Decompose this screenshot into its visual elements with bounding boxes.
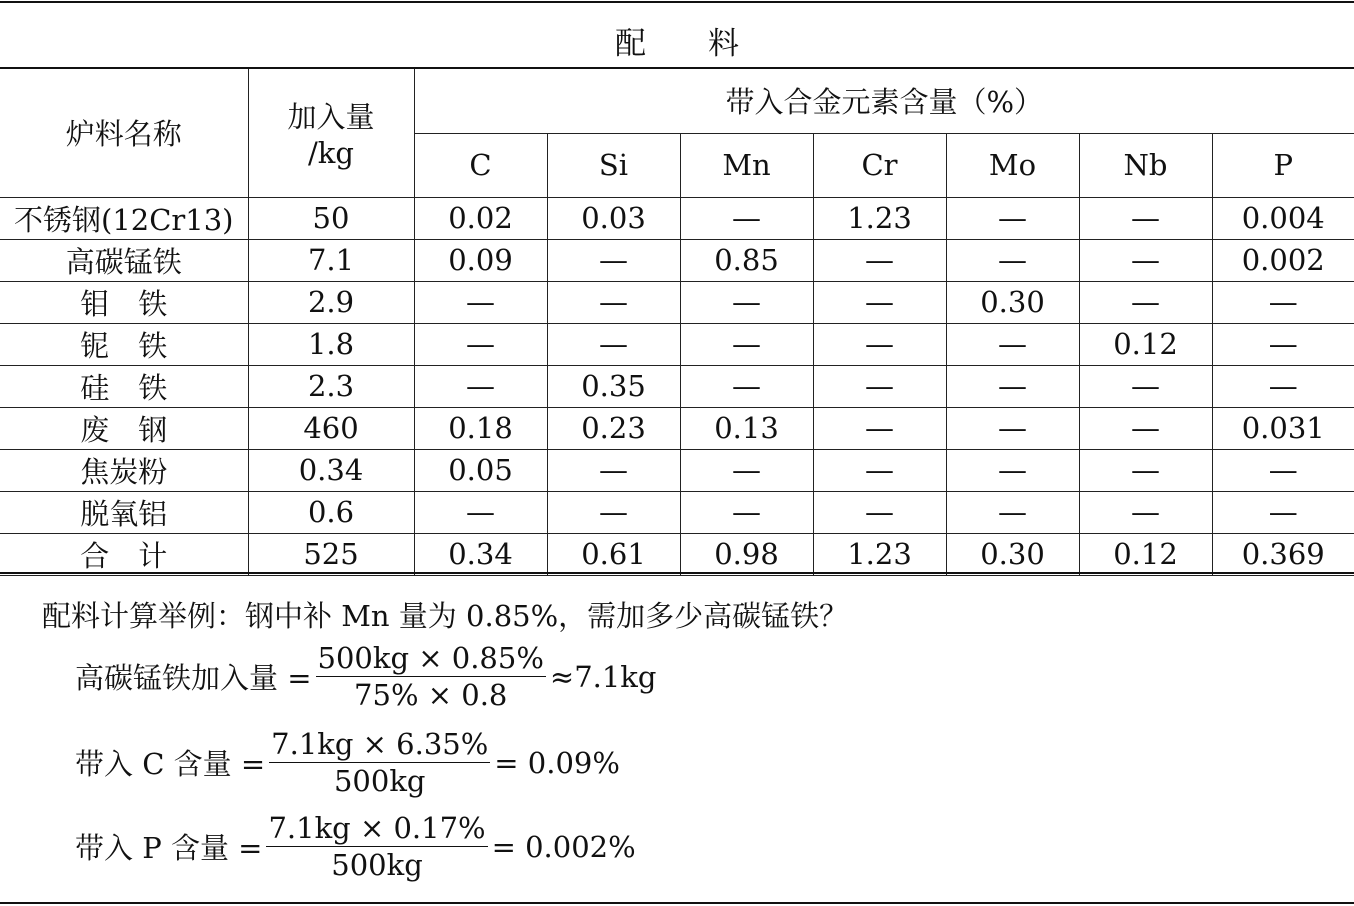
element-value-cell: 0.02 [414,197,547,239]
element-value-cell: 0.18 [414,407,547,449]
material-name-cell: 高碳锰铁 [0,239,248,281]
element-value-cell: — [813,407,946,449]
table-title-text: 配 料 [615,26,739,62]
element-value-cell: 0.03 [547,197,680,239]
table-row [0,281,1354,323]
material-name-cell: 焦炭粉 [0,449,248,491]
element-value-cell: — [946,449,1079,491]
eq1-lhs: 高碳锰铁加入量 = [75,661,312,695]
header-amount [248,68,414,197]
eq2-numerator: 7.1kg × 6.35% [271,727,489,761]
element-value-cell: — [1079,491,1212,533]
element-value-cell: 0.61 [547,533,680,575]
element-value-cell: — [547,323,680,365]
element-value-cell: — [946,407,1079,449]
element-value-cell: — [680,365,813,407]
equation-c [75,726,620,799]
element-value-cell: — [414,281,547,323]
materials-body [0,197,1354,575]
header-element: C [414,133,547,197]
element-value-cell: — [1079,197,1212,239]
element-value-cell: — [414,491,547,533]
table-bottom-rule [0,572,1354,574]
element-value-cell: 0.34 [414,533,547,575]
eq3-numerator: 7.1kg × 0.17% [268,811,486,845]
eq2-fraction [269,726,490,799]
header-element: Mn [680,133,813,197]
eq1-numerator: 500kg × 0.85% [317,641,544,675]
equation-p [75,810,636,883]
element-value-cell: — [813,239,946,281]
eq2-denominator: 500kg [333,764,426,798]
element-value-cell: — [946,491,1079,533]
table-row [0,197,1354,239]
eq3-lhs: 带入 P 含量 = [75,831,263,865]
example-intro: 配料计算举例：钢中补 Mn 量为 0.85%，需加多少高碳锰铁？ [42,599,849,633]
element-value-cell: — [1212,281,1354,323]
eq3-denominator: 500kg [331,848,423,882]
eq1-rhs: ≈7.1kg [549,659,657,694]
eq2-rhs: = 0.09% [494,745,620,780]
element-value-cell: 0.09 [414,239,547,281]
header-element: Nb [1079,133,1212,197]
header-amount-line1: 加入量 [287,100,375,135]
element-value-cell: 0.369 [1212,533,1354,575]
element-value-cell: — [1212,491,1354,533]
material-name-cell: 脱氧铝 [0,491,248,533]
element-value-cell: — [813,365,946,407]
material-name-cell: 硅 铁 [0,365,248,407]
element-value-cell: — [680,323,813,365]
element-value-cell: 0.004 [1212,197,1354,239]
element-value-cell: — [946,197,1079,239]
element-value-cell: 0.85 [680,239,813,281]
element-value-cell: 0.35 [547,365,680,407]
element-value-cell: — [547,449,680,491]
element-value-cell: 0.23 [547,407,680,449]
material-name-cell: 铌 铁 [0,323,248,365]
eq3-fraction [266,810,487,883]
element-value-cell: 1.23 [813,197,946,239]
element-value-cell: 0.05 [414,449,547,491]
element-value-cell: — [547,239,680,281]
element-value-cell: 1.23 [813,533,946,575]
element-value-cell: — [813,449,946,491]
element-value-cell: — [680,449,813,491]
element-value-cell: — [1212,365,1354,407]
amount-cell: 0.6 [248,491,414,533]
bottom-rule [0,902,1354,904]
table-row [0,365,1354,407]
header-element: P [1212,133,1354,197]
amount-cell: 0.34 [248,449,414,491]
element-value-cell: 0.30 [946,281,1079,323]
materials-table [0,67,1354,576]
element-value-cell: — [813,323,946,365]
element-value-cell: 0.031 [1212,407,1354,449]
element-value-cell: — [946,239,1079,281]
material-name-cell: 不锈钢(12Cr13) [0,197,248,239]
element-value-cell: — [547,491,680,533]
element-value-cell: — [1079,239,1212,281]
element-value-cell: — [547,281,680,323]
element-value-cell: — [813,491,946,533]
element-value-cell: — [1079,365,1212,407]
element-value-cell: 0.12 [1079,323,1212,365]
amount-cell: 2.9 [248,281,414,323]
amount-cell: 460 [248,407,414,449]
amount-cell: 50 [248,197,414,239]
element-value-cell: 0.30 [946,533,1079,575]
element-value-cell: — [680,281,813,323]
element-value-cell: 0.13 [680,407,813,449]
element-value-cell: — [680,197,813,239]
element-value-cell: 0.12 [1079,533,1212,575]
header-amount-line2: /kg [308,136,354,171]
material-name-cell: 废 钢 [0,407,248,449]
header-element: Cr [813,133,946,197]
eq1-fraction [316,640,546,713]
table-row [0,491,1354,533]
element-value-cell: — [1212,449,1354,491]
eq1-denominator: 75% × 0.8 [354,678,508,712]
table-row [0,449,1354,491]
element-value-cell: — [946,365,1079,407]
amount-cell: 1.8 [248,323,414,365]
top-rule [0,1,1354,3]
material-name-cell: 钼 铁 [0,281,248,323]
element-value-cell: — [1079,449,1212,491]
table-title [0,18,1354,63]
eq3-rhs: = 0.002% [491,829,636,864]
element-value-cell: — [813,281,946,323]
amount-cell: 7.1 [248,239,414,281]
element-value-cell: — [680,491,813,533]
amount-cell: 525 [248,533,414,575]
element-value-cell: 0.002 [1212,239,1354,281]
table-row [0,239,1354,281]
element-value-cell: — [414,323,547,365]
element-value-cell: — [1079,281,1212,323]
element-value-cell: — [1079,407,1212,449]
element-value-cell: — [1212,323,1354,365]
table-row [0,533,1354,575]
header-element: Mo [946,133,1079,197]
eq2-lhs: 带入 C 含量 = [75,747,266,781]
element-value-cell: 0.98 [680,533,813,575]
table-row [0,407,1354,449]
material-name-cell: 合 计 [0,533,248,575]
header-element: Si [547,133,680,197]
table-row [0,323,1354,365]
element-value-cell: — [946,323,1079,365]
equation-mn [75,640,656,713]
header-name: 炉料名称 [0,68,248,197]
element-value-cell: — [414,365,547,407]
header-elements-group: 带入合金元素含量（%） [414,68,1354,133]
amount-cell: 2.3 [248,365,414,407]
